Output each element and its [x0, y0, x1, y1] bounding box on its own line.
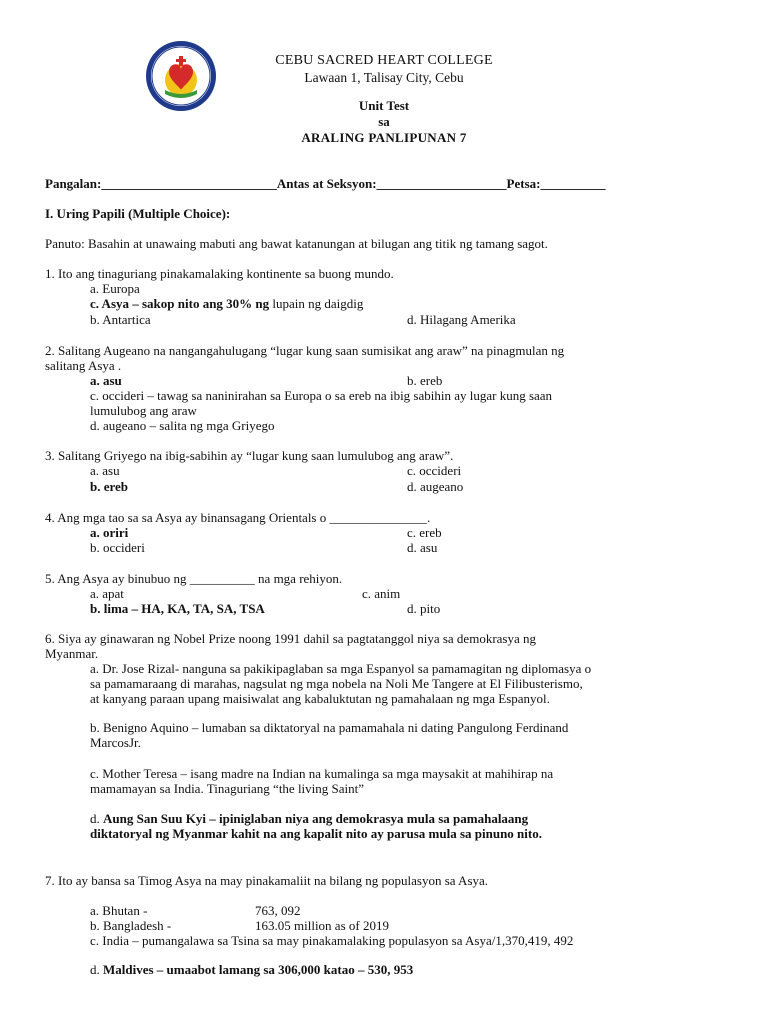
q3-option-b: b. ereb	[90, 479, 129, 494]
instructions: Panuto: Basahin at unawaing mabuti ang bawat katanungan at bilugan ang titik ng tamang sagot.	[45, 236, 548, 251]
q4-option-d: d. asu	[407, 540, 438, 555]
school-name: CEBU SACRED HEART COLLEGE	[275, 53, 493, 68]
q1-option-a: a. Europa	[90, 281, 140, 296]
q7-option-d-prefix: d.	[90, 962, 103, 977]
test-title: Unit Test	[358, 98, 410, 113]
q2-option-c-line2: lumulubog ang araw	[90, 403, 197, 418]
q2-option-c-line1: c. occideri – tawag sa naninirahan sa Europa o sa ereb na ibig sabihin ay lugar kung saan	[90, 388, 553, 403]
q4-option-b: b. occideri	[90, 540, 145, 555]
q7-option-c: c. India – pumangalawa sa Tsina sa may pinakamalaking populasyon sa Asya/1,370,419, 492	[90, 933, 574, 948]
section-title: I. Uring Papili (Multiple Choice):	[45, 206, 231, 221]
q7-question: 7. Ito ay bansa sa Timog Asya na may pinakamaliit na bilang ng populasyon sa Asya.	[45, 873, 489, 888]
q6-option-c-line1: c. Mother Teresa – isang madre na Indian na kumalinga sa mga maysakit at mahihirap na	[90, 766, 554, 781]
q7-option-a-value: 763, 092	[255, 903, 301, 918]
q5-option-c: c. anim	[362, 586, 401, 601]
student-info-line: Pangalan:___________________________Antas at Seksyon:____________________Petsa:__________	[45, 176, 606, 191]
q5-option-a: a. apat	[90, 586, 124, 601]
q3-option-d: d. augeano	[407, 479, 464, 494]
q6-option-d-prefix: d.	[90, 811, 103, 826]
q7-option-a-label: a. Bhutan -	[90, 903, 148, 918]
q6-option-d-line2: diktatoryal ng Myanmar kahit na ang kapalit nito ay parusa mula sa pinuno nito.	[90, 826, 542, 841]
q7-option-d-bold: Maldives – umaabot lamang sa 306,000 katao – 530, 953	[103, 962, 414, 977]
test-title-connector: sa	[378, 114, 390, 129]
q1-option-b: b. Antartica	[90, 312, 151, 327]
q3-option-c: c. occideri	[407, 463, 462, 478]
q6-option-d-bold: Aung San Suu Kyi – ipiniglaban niya ang demokrasya mula sa pamahalaang	[103, 811, 529, 826]
q6-question-line2: Myanmar.	[45, 646, 99, 661]
q1-option-c-rest: lupain ng daigdig	[269, 296, 364, 311]
q2-option-d: d. augeano – salita ng mga Griyego	[90, 418, 275, 433]
q4-option-a: a. oriri	[90, 525, 129, 540]
q5-question: 5. Ang Asya ay binubuo ng __________ na mga rehiyon.	[45, 571, 343, 586]
q3-option-a: a. asu	[90, 463, 120, 478]
q6-option-b-line2: MarcosJr.	[90, 735, 141, 750]
q4-option-c: c. ereb	[407, 525, 442, 540]
q6-option-d-line1	[90, 811, 528, 826]
q1-option-c	[90, 296, 363, 311]
q1-option-d: d. Hilagang Amerika	[407, 312, 516, 327]
q6-option-a-line2: sa pamamaraang di marahas, nagsulat ng mga nobela na Noli Me Tangere at El Filibusterismo,	[90, 676, 583, 691]
q1-question: 1. Ito ang tinaguriang pinakamalaking kontinente sa buong mundo.	[45, 266, 394, 281]
q6-question-line1: 6. Siya ay ginawaran ng Nobel Prize noong 1991 dahil sa pagtatanggol niya sa demokrasya ng	[45, 631, 536, 646]
q5-option-d: d. pito	[407, 601, 441, 616]
q6-option-a-line3: at kanyang paraan upang maisiwalat ang kabaluktutan ng pamahalaan ng mga Espanyol.	[90, 691, 550, 706]
q1-option-c-bold: c. Asya – sakop nito ang 30% ng	[90, 296, 270, 311]
q2-option-a: a. asu	[90, 373, 122, 388]
q2-question-line2: salitang Asya .	[45, 358, 122, 373]
q2-option-b: b. ereb	[407, 373, 443, 388]
q7-option-b-value: 163.05 million as of 2019	[255, 918, 389, 933]
q7-option-d	[90, 962, 413, 977]
q5-option-b: b. lima – HA, KA, TA, SA, TSA	[90, 601, 265, 616]
q6-option-a-line1: a. Dr. Jose Rizal- nanguna sa pakikipaglaban sa mga Espanyol sa pamamagitan ng diplomasya o	[90, 661, 592, 676]
q4-question: 4. Ang mga tao sa sa Asya ay binansagang Orientals o _______________.	[45, 510, 431, 525]
subject-title: ARALING PANLIPUNAN 7	[301, 130, 467, 145]
q6-option-c-line2: mamamayan sa India. Tinaguriang “the living Saint”	[90, 781, 365, 796]
school-address: Lawaan 1, Talisay City, Cebu	[304, 70, 464, 85]
q6-option-b-line1: b. Benigno Aquino – lumaban sa diktatoryal na pamamahala ni dating Pangulong Ferdinand	[90, 720, 569, 735]
q7-option-b-label: b. Bangladesh -	[90, 918, 172, 933]
q3-question: 3. Salitang Griyego na ibig-sabihin ay “lugar kung saan lumulubog ang araw”.	[45, 448, 454, 463]
q2-question-line1: 2. Salitang Augeano na nangangahulugang “lugar kung saan sumisikat ang araw” na pinagmulan ng	[45, 343, 565, 358]
